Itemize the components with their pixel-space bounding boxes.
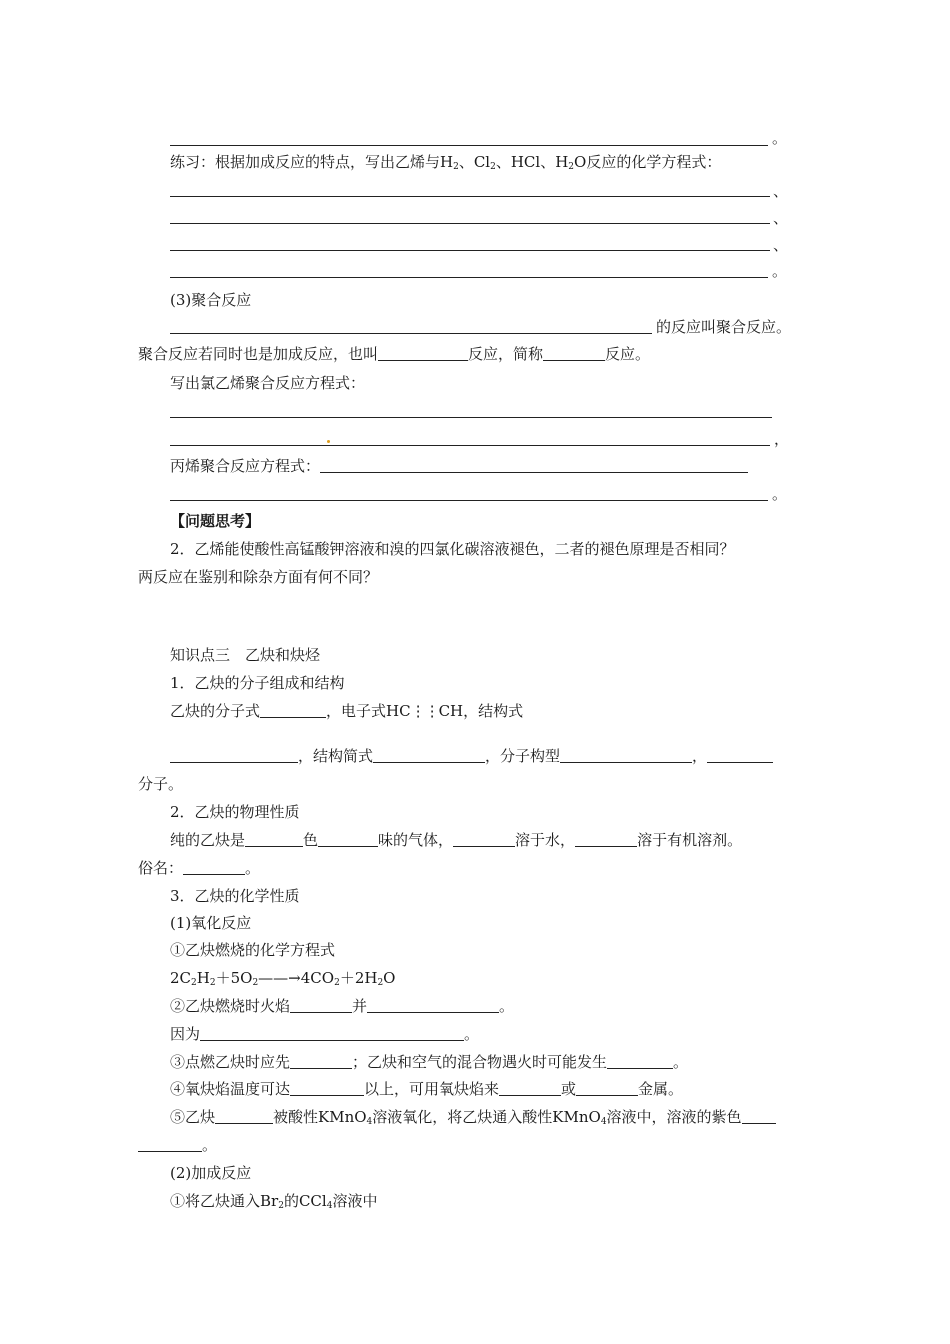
blank[interactable] <box>138 1136 202 1152</box>
blank[interactable] <box>318 831 378 847</box>
subsection-3: 3．乙炔的化学性质 <box>170 887 300 905</box>
blank[interactable] <box>200 1025 464 1041</box>
period: 。 <box>772 485 788 503</box>
structure-line: ，结构简式 ，分子构型 ， <box>170 746 773 766</box>
dunhao: 、 <box>773 182 789 200</box>
blank[interactable] <box>290 997 352 1013</box>
blank[interactable] <box>290 1080 364 1096</box>
answer-line[interactable] <box>170 333 652 334</box>
blank[interactable] <box>170 747 298 763</box>
blank[interactable] <box>560 747 692 763</box>
period: 。 <box>772 129 788 147</box>
vinyl-chloride-prompt: 写出氯乙烯聚合反应方程式： <box>170 374 366 392</box>
dunhao: 、 <box>773 236 789 254</box>
answer-line[interactable] <box>170 500 768 501</box>
answer-line[interactable] <box>170 277 768 278</box>
question-line1: 2．乙烯能使酸性高锰酸钾溶液和溴的四氯化碳溶液褪色，二者的褪色原理是否相同？ <box>170 540 735 558</box>
blank[interactable] <box>543 345 605 361</box>
blank[interactable] <box>707 747 773 763</box>
blank[interactable] <box>373 747 485 763</box>
combustion-equation: $2C_2H_2+5O_2——\to 4CO_2+2H_2O$ <box>170 969 396 988</box>
blank[interactable] <box>378 345 468 361</box>
blank[interactable] <box>260 702 326 718</box>
blank[interactable] <box>499 1080 561 1096</box>
blank[interactable] <box>607 1053 673 1069</box>
dunhao: 、 <box>773 209 789 227</box>
blank[interactable] <box>215 1108 273 1124</box>
subsection-1: 1．乙炔的分子组成和结构 <box>170 674 345 692</box>
blank[interactable] <box>367 997 499 1013</box>
polymer-line2: 聚合反应若同时也是加成反应，也叫 反应，简称 反应。 <box>138 345 651 363</box>
oxidation-item-4: ④氧炔焰温度可达 以上，可用氧炔焰来 或 金属。 <box>170 1080 684 1098</box>
period: 。 <box>772 262 788 280</box>
alias-line: 俗名： 。 <box>138 859 261 877</box>
oxidation-heading: (1)氧化反应 <box>170 914 252 932</box>
formula-line: 乙炔的分子式 ，电子式HC⋮⋮CH，结构式 <box>170 702 524 720</box>
answer-line[interactable] <box>170 145 768 146</box>
polymer-heading: (3)聚合反应 <box>170 291 252 309</box>
answer-line[interactable] <box>170 223 770 224</box>
because-line: 因为 。 <box>170 1025 480 1043</box>
propylene-prompt: 丙烯聚合反应方程式： <box>170 456 748 476</box>
question-line2: 两反应在鉴别和除杂方面有何不同？ <box>138 568 379 586</box>
oxidation-item-2: ②乙炔燃烧时火焰 并 。 <box>170 997 515 1015</box>
blank[interactable] <box>453 831 515 847</box>
reaction-arrow: ——→ <box>258 969 301 987</box>
triple-bond-electron-dots: ⋮⋮ <box>410 702 439 720</box>
oxidation-item-3: ③点燃乙炔时应先 ；乙炔和空气的混合物遇火时可能发生 。 <box>170 1053 689 1071</box>
oxidation-item-1: ①乙炔燃烧的化学方程式 <box>170 941 336 959</box>
blank[interactable] <box>290 1053 352 1069</box>
blank[interactable] <box>183 859 245 875</box>
blank[interactable] <box>576 1080 638 1096</box>
blank[interactable] <box>742 1108 776 1124</box>
subsection-2: 2．乙炔的物理性质 <box>170 803 300 821</box>
stray-mark <box>327 440 330 443</box>
oxidation-item-5-cont: 。 <box>138 1135 217 1155</box>
molecule-text: 分子。 <box>138 775 184 793</box>
question-heading: 【问题思考】 <box>170 512 261 530</box>
answer-line[interactable] <box>170 196 770 197</box>
answer-line[interactable] <box>170 250 770 251</box>
blank[interactable] <box>245 831 303 847</box>
oxidation-item-5: ⑤乙炔 被酸性KMnO$_4$溶液氧化，将乙炔通入酸性KMnO$_4$溶液中，溶液的紫色 <box>170 1107 776 1127</box>
blank[interactable] <box>575 831 637 847</box>
physical-line: 纯的乙炔是 色 味的气体， 溶于水， 溶于有机溶剂。 <box>170 831 743 849</box>
exercise-prompt: 练习：根据加成反应的特点，写出乙烯与$H_2$、$Cl_2$、HCl、$H_2O$反应的化学方程式： <box>170 153 722 172</box>
section-title: 知识点三 乙炔和炔烃 <box>170 646 321 664</box>
comma: ， <box>774 430 790 448</box>
answer-line[interactable] <box>170 417 772 418</box>
blank[interactable] <box>320 457 748 473</box>
polymer-definition-tail: 的反应叫聚合反应。 <box>656 318 792 336</box>
answer-line[interactable] <box>170 445 770 446</box>
addition-heading: (2)加成反应 <box>170 1164 252 1182</box>
addition-item-1: ①将乙炔通入$Br_2$的CCl$_4$溶液中 <box>170 1192 378 1211</box>
